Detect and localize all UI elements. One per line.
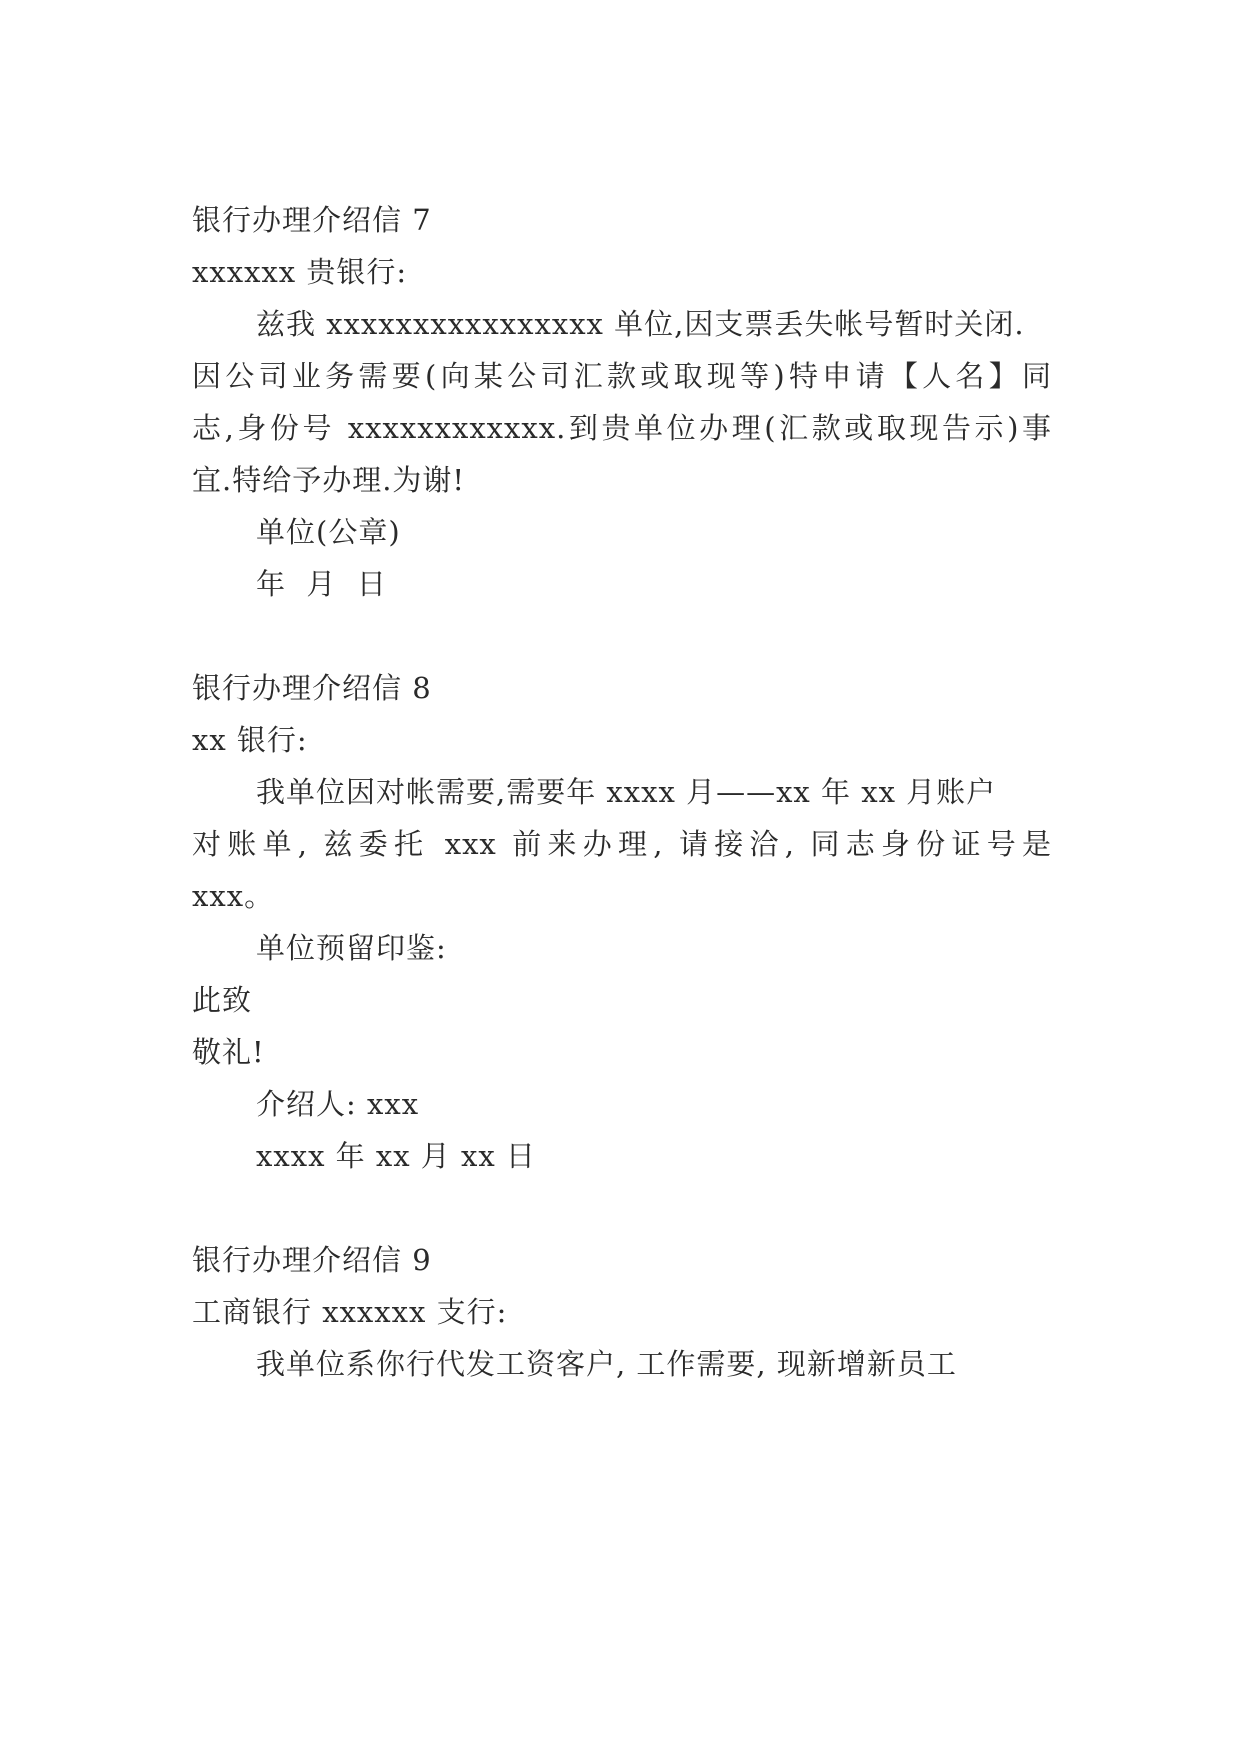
letter8-body-line-2: 对账单, 兹委托 xxx 前来办理, 请接洽, 同志身份证号是 <box>192 827 1052 861</box>
letter7-signature: 单位(公章) <box>256 515 401 549</box>
letter9-body-line-1: 我单位系你行代发工资客户, 工作需要, 现新增新员工 <box>256 1347 957 1381</box>
letter9-title: 银行办理介绍信 9 <box>192 1243 432 1277</box>
letter8-body-line-3: xxx。 <box>192 879 275 913</box>
letter8-introducer: 介绍人: xxx <box>256 1087 420 1121</box>
letter7-date: 年 月 日 <box>256 567 387 601</box>
letter8-date: xxxx 年 xx 月 xx 日 <box>256 1139 536 1173</box>
letter8-seal: 单位预留印鉴: <box>256 931 447 965</box>
letter7-body-line-1: 兹我 xxxxxxxxxxxxxxxx 单位,因支票丢失帐号暂时关闭. <box>256 307 1025 341</box>
letter7-title: 银行办理介绍信 7 <box>192 203 432 237</box>
letter9-salutation: 工商银行 xxxxxx 支行: <box>192 1295 508 1329</box>
letter7-body-line-4: 宜.特给予办理.为谢! <box>192 463 466 497</box>
letter8-salutation: xx 银行: <box>192 723 308 757</box>
letter8-closing-1: 此致 <box>192 983 253 1017</box>
letter7-body-line-3: 志,身份号 xxxxxxxxxxxx.到贵单位办理(汇款或取现告示)事 <box>192 411 1052 445</box>
letter8-body-line-1: 我单位因对帐需要,需要年 xxxx 月——xx 年 xx 月账户 <box>256 775 997 809</box>
letter8-closing-2: 敬礼! <box>192 1035 265 1069</box>
letter7-body-line-2: 因公司业务需要(向某公司汇款或取现等)特申请【人名】同 <box>192 359 1052 393</box>
letter8-title: 银行办理介绍信 8 <box>192 671 432 705</box>
letter7-salutation: xxxxxx 贵银行: <box>192 255 408 289</box>
